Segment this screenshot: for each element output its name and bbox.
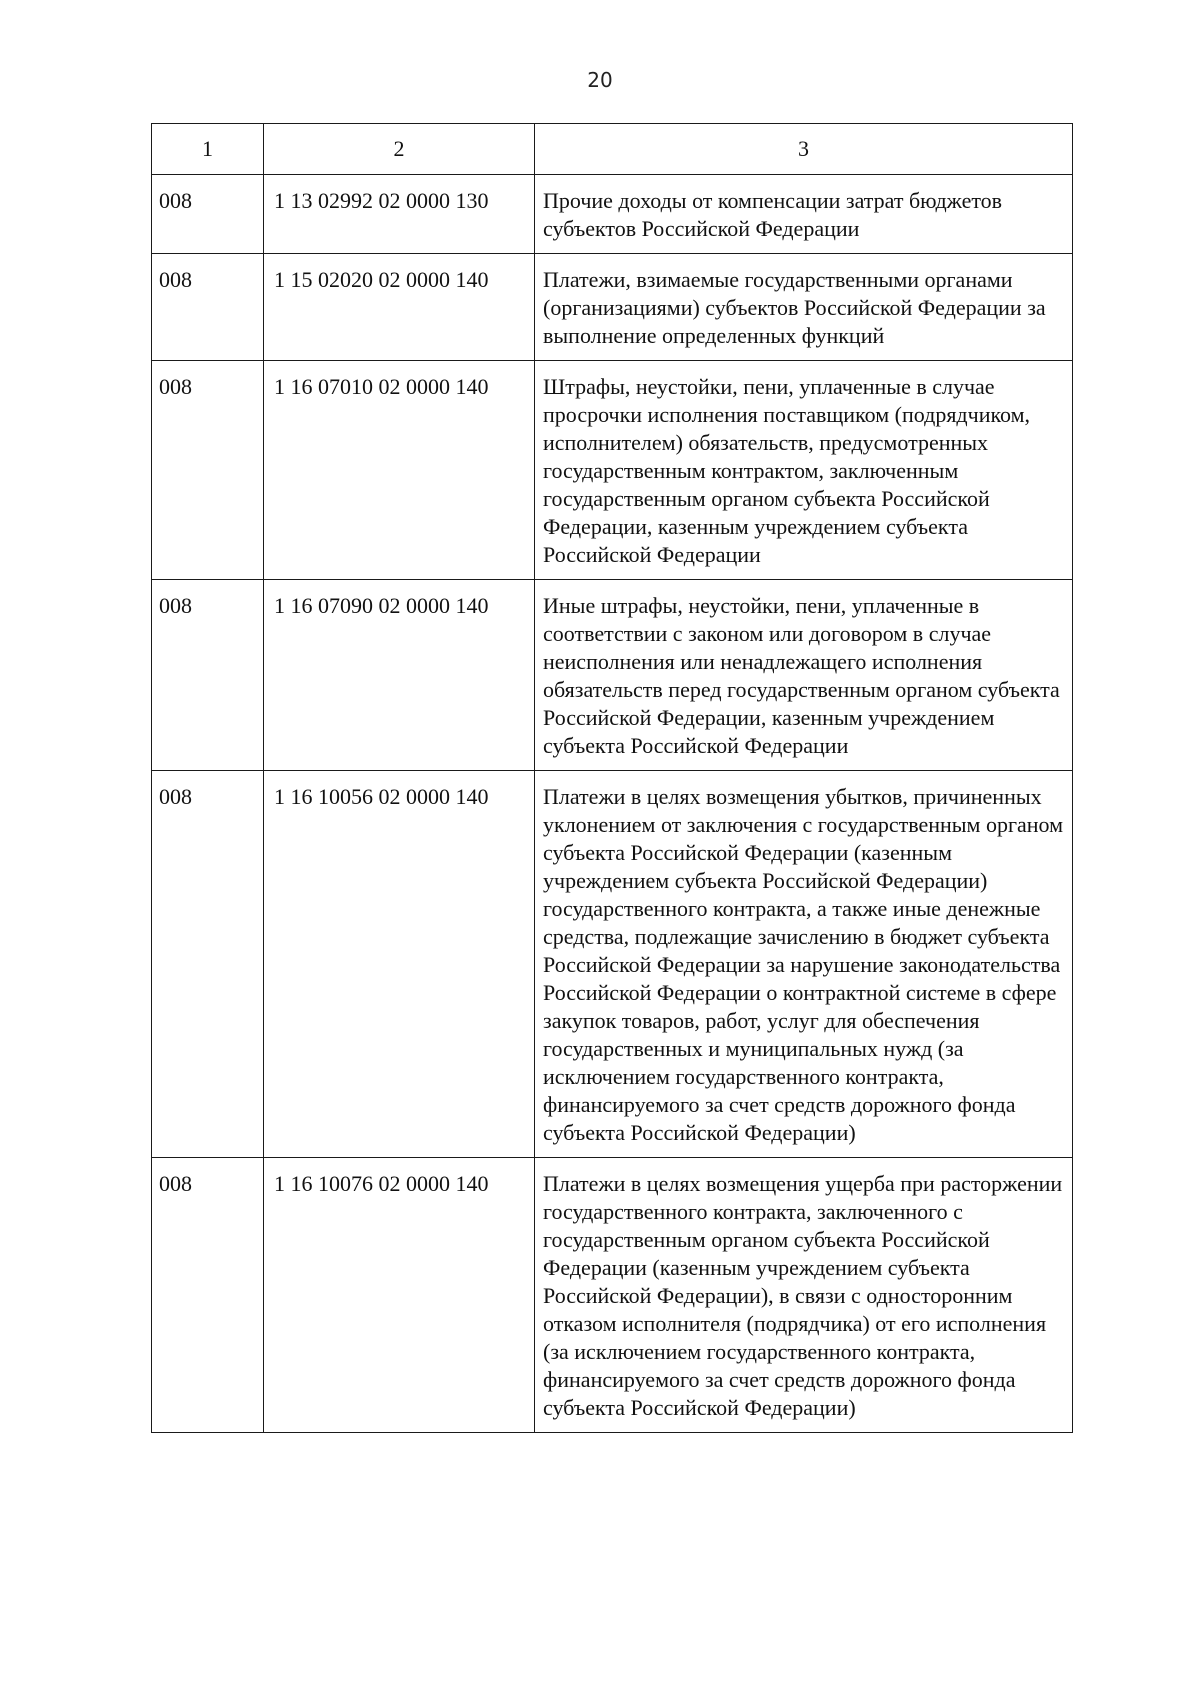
admin-code-cell: 008 (152, 254, 264, 361)
table-row (152, 361, 1073, 580)
revenue-code-cell: 1 16 10056 02 0000 140 (264, 771, 535, 1158)
revenue-code-cell: 1 13 02992 02 0000 130 (264, 175, 535, 254)
admin-code-cell: 008 (152, 175, 264, 254)
revenue-code-cell: 1 16 07010 02 0000 140 (264, 361, 535, 580)
description-cell: Иные штрафы, неустойки, пени, уплаченные в соответствии с законом или договором в случае неисполнения или ненадлежащего исполнения обязательств перед государственным органом субъекта Российской Федерации, казенным учреждением субъекта Российской Федерации (535, 580, 1073, 771)
table-row (152, 1158, 1073, 1433)
table-header-row (152, 124, 1073, 175)
revenue-codes-table (151, 123, 1073, 1433)
page-number: 20 (587, 68, 613, 92)
revenue-code-cell: 1 16 10076 02 0000 140 (264, 1158, 535, 1433)
revenue-code-cell: 1 15 02020 02 0000 140 (264, 254, 535, 361)
description-cell: Прочие доходы от компенсации затрат бюджетов субъектов Российской Федерации (535, 175, 1073, 254)
description-cell: Платежи, взимаемые государственными органами (организациями) субъектов Российской Федерации за выполнение определенных функций (535, 254, 1073, 361)
description-cell: Платежи в целях возмещения ущерба при расторжении государственного контракта, заключенного с государственным органом субъекта Российской Федерации (казенным учреждением субъекта Российской Федерации), в связи с односторонним отказом исполнителя (подрядчика) от его исполнения (за исключением государственного контракта, финансируемого за счет средств дорожного фонда субъекта Российской Федерации) (535, 1158, 1073, 1433)
revenue-code-cell: 1 16 07090 02 0000 140 (264, 580, 535, 771)
column-header-1: 1 (152, 124, 264, 175)
column-header-3: 3 (535, 124, 1073, 175)
admin-code-cell: 008 (152, 1158, 264, 1433)
description-cell: Платежи в целях возмещения убытков, причиненных уклонением от заключения с государственным органом субъекта Российской Федерации (казенным учреждением субъекта Российской Федерации) государственного контракта, а также иные денежные средства, подлежащие зачислению в бюджет субъекта Российской Федерации за нарушение законодательства Российской Федерации о контрактной системе в сфере закупок товаров, работ, услуг для обеспечения государственных и муниципальных нужд (за исключением государственного контракта, финансируемого за счет средств дорожного фонда субъекта Российской Федерации) (535, 771, 1073, 1158)
admin-code-cell: 008 (152, 361, 264, 580)
table-row (152, 254, 1073, 361)
description-cell: Штрафы, неустойки, пени, уплаченные в случае просрочки исполнения поставщиком (подрядчиком, исполнителем) обязательств, предусмотренных государственным контрактом, заключенным государственным органом субъекта Российской Федерации, казенным учреждением субъекта Российской Федерации (535, 361, 1073, 580)
admin-code-cell: 008 (152, 771, 264, 1158)
table-row (152, 175, 1073, 254)
table-row (152, 580, 1073, 771)
table-row (152, 771, 1073, 1158)
column-header-2: 2 (264, 124, 535, 175)
admin-code-cell: 008 (152, 580, 264, 771)
